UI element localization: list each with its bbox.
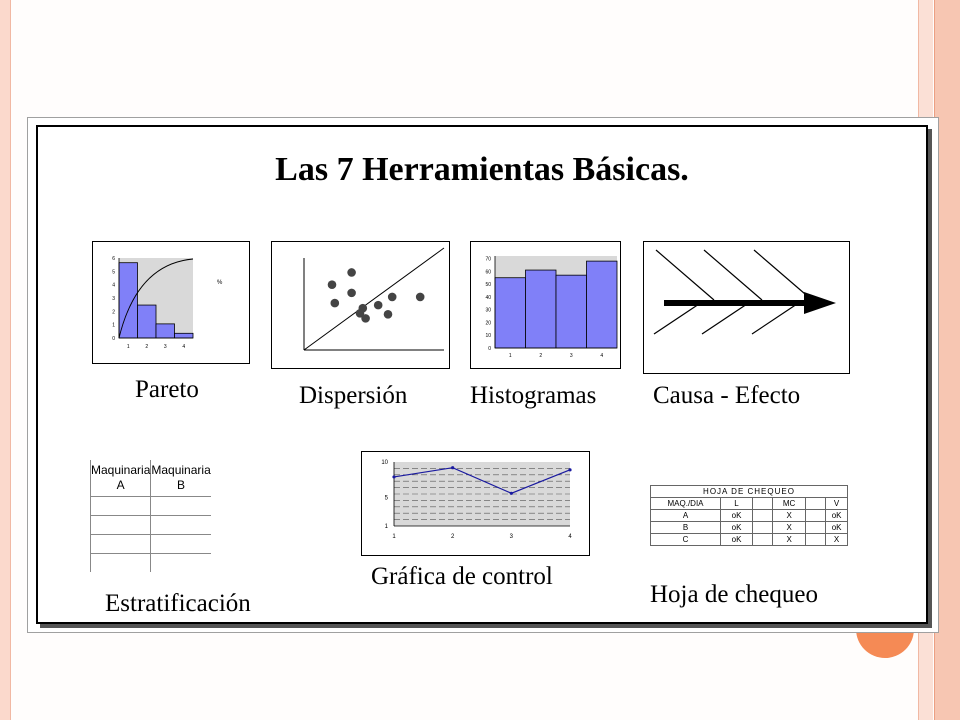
fishbone-bone-top-3 <box>754 250 812 300</box>
check-sheet-title: HOJA DE CHEQUEO <box>651 486 848 498</box>
table-header: V <box>826 498 848 510</box>
table-header <box>151 460 211 497</box>
header-line: B <box>177 478 186 492</box>
table-header <box>805 498 825 510</box>
table-cell: X <box>773 510 805 522</box>
table-cell: C <box>651 534 721 546</box>
y-tick-label: 5 <box>384 495 388 502</box>
x-tick-label: 3 <box>163 344 167 350</box>
x-tick-label: 3 <box>569 353 573 359</box>
header-line: A <box>116 478 125 492</box>
table-cell: oK <box>721 534 753 546</box>
table-cell <box>753 510 773 522</box>
data-point <box>451 466 454 469</box>
table-cell: X <box>773 522 805 534</box>
table-cell <box>805 510 825 522</box>
table-header: L <box>721 498 753 510</box>
y-tick-label: 5 <box>112 269 115 276</box>
table-cell <box>151 497 211 516</box>
x-tick-label: 4 <box>600 353 604 359</box>
table-cell: X <box>826 534 848 546</box>
pareto-chart <box>93 242 249 363</box>
table-row <box>91 554 211 573</box>
dispersion-chart-thumbnail <box>271 241 450 369</box>
x-tick-label: 3 <box>509 534 514 540</box>
table-cell <box>91 554 151 573</box>
x-tick-label: 4 <box>568 534 572 540</box>
x-tick-label: 4 <box>182 344 186 350</box>
histogram-chart <box>471 242 620 368</box>
table-cell <box>91 535 151 554</box>
y-tick-label: 0 <box>112 336 115 342</box>
data-point <box>392 475 395 478</box>
figure-frame <box>27 117 939 633</box>
table-cell: oK <box>826 510 848 522</box>
control-chart-thumbnail <box>361 451 590 556</box>
y-tick-label: 0 <box>488 346 491 352</box>
dispersion-label: Dispersión <box>299 382 408 409</box>
estratificacion-label: Estratificación <box>105 590 251 617</box>
table-row <box>91 497 211 516</box>
y-tick-label: 20 <box>485 320 491 327</box>
causa-efecto-label: Causa - Efecto <box>653 382 801 409</box>
scatter-point <box>416 293 425 302</box>
table-header <box>91 460 151 497</box>
figure-panel <box>36 125 928 624</box>
dispersion-chart <box>272 242 449 368</box>
bar <box>138 305 157 338</box>
header-line: Maquinaria <box>151 463 211 477</box>
table-cell: oK <box>721 510 753 522</box>
page-title: Las 7 Herramientas Básicas. <box>275 151 689 188</box>
table-cell: oK <box>721 522 753 534</box>
fishbone-diagram <box>644 242 849 373</box>
table-cell <box>91 497 151 516</box>
table-cell: B <box>651 522 721 534</box>
slide-stripe-left <box>0 0 11 720</box>
bar <box>526 270 557 348</box>
histogramas-label: Histogramas <box>470 382 597 409</box>
fishbone-bone-top-2 <box>704 250 762 300</box>
table-row <box>91 535 211 554</box>
pareto-label: Pareto <box>135 376 199 403</box>
data-point <box>510 492 513 495</box>
bar <box>175 333 194 338</box>
scatter-point <box>388 293 397 302</box>
secondary-axis-label: % <box>217 280 223 286</box>
grafica-control-label: Gráfica de control <box>371 563 553 590</box>
y-tick-label: 2 <box>112 309 115 316</box>
table-cell <box>151 535 211 554</box>
bar <box>587 261 618 348</box>
scatter-point <box>328 280 337 289</box>
hoja-chequeo-label: Hoja de chequeo <box>650 581 818 608</box>
bar <box>156 324 175 338</box>
table-row <box>651 522 848 534</box>
fishbone-arrowhead <box>804 292 836 314</box>
y-tick-label: 3 <box>112 296 115 302</box>
scatter-point <box>374 301 383 310</box>
x-tick-label: 1 <box>508 353 512 359</box>
fishbone-diagram-thumbnail <box>643 241 850 374</box>
y-tick-label: 1 <box>112 322 115 329</box>
fishbone-bone-bottom-2 <box>702 304 747 334</box>
histogram-chart-thumbnail <box>470 241 621 369</box>
control-chart <box>362 452 589 555</box>
y-tick-label: 70 <box>485 256 491 263</box>
table-cell <box>91 516 151 535</box>
scatter-point <box>331 299 340 308</box>
scatter-point <box>361 314 370 323</box>
table-cell <box>753 522 773 534</box>
table-row <box>651 486 848 498</box>
x-tick-label: 2 <box>539 353 543 359</box>
pareto-chart-thumbnail <box>92 241 250 364</box>
y-tick-label: 60 <box>485 269 491 276</box>
table-header: MC <box>773 498 805 510</box>
y-tick-label: 30 <box>485 307 491 314</box>
table-row <box>651 534 848 546</box>
fishbone-bone-bottom-3 <box>752 304 797 334</box>
y-tick-label: 1 <box>384 524 388 530</box>
table-row <box>91 516 211 535</box>
table-row <box>91 460 211 497</box>
bar <box>495 278 526 348</box>
fishbone-bone-bottom-1 <box>654 304 699 334</box>
table-cell: X <box>773 534 805 546</box>
table-row <box>651 510 848 522</box>
x-tick-label: 2 <box>450 534 455 540</box>
x-tick-label: 1 <box>392 534 396 540</box>
fishbone-bone-top-1 <box>656 250 714 300</box>
table-cell <box>805 534 825 546</box>
y-tick-label: 10 <box>381 460 388 466</box>
scatter-point <box>347 268 356 277</box>
table-cell <box>805 522 825 534</box>
x-tick-label: 2 <box>145 344 149 350</box>
x-tick-label: 1 <box>126 344 130 350</box>
table-header: MAQ./DIA <box>651 498 721 510</box>
table-cell <box>753 534 773 546</box>
table-header <box>753 498 773 510</box>
header-line: Maquinaria <box>91 463 151 477</box>
y-tick-label: 10 <box>485 333 491 340</box>
stratification-table <box>90 460 211 572</box>
y-tick-label: 4 <box>112 282 115 289</box>
data-point <box>568 468 571 471</box>
table-cell <box>151 554 211 573</box>
scatter-point <box>384 310 393 319</box>
table-cell: oK <box>826 522 848 534</box>
y-tick-label: 40 <box>485 294 491 301</box>
check-sheet-table <box>650 485 848 546</box>
y-tick-label: 50 <box>485 282 491 289</box>
table-cell: A <box>651 510 721 522</box>
bar <box>556 275 587 348</box>
table-cell <box>151 516 211 535</box>
table-row <box>651 498 848 510</box>
y-tick-label: 6 <box>112 256 115 262</box>
scatter-point <box>347 289 356 298</box>
